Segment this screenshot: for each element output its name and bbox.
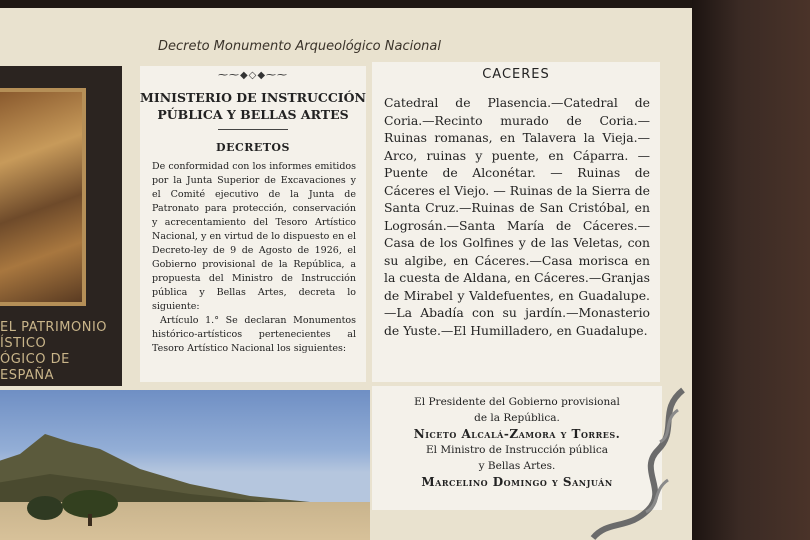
decree-body [152, 160, 356, 356]
heritage-logo-text [0, 320, 122, 384]
rock-painting-image [0, 88, 86, 306]
signature-line: y Bellas Artes. [478, 460, 556, 472]
signature-line: de la República. [474, 412, 560, 424]
board-frame-edge [692, 0, 810, 540]
landscape-photo [0, 390, 370, 540]
decretos-heading: DECRETOS [216, 141, 290, 154]
caceres-heading: CACERES [482, 67, 550, 82]
ministry-line: PÚBLICA Y BELLAS ARTES [157, 107, 349, 122]
logo-line: ÍSTICO [0, 336, 47, 351]
caceres-clipping [372, 62, 660, 382]
signatory-name: Niceto Alcalá-Zamora y Torres. [413, 427, 621, 441]
divider-rule [218, 129, 288, 130]
ministry-heading [140, 89, 366, 123]
decree-paragraph: De conformidad con los informes emitidos por la Junta Superior de Excavaciones y el Comité ejecutivo de la Junta de Patronato para protección, conservación y acrecentamiento del Tesoro Artístico Nacional, y en virtud de lo dispuesto en el Decreto-ley de 9 de Agosto de 1926, el Gobierno provisional de la República, a propuesta del Ministro de Instrucción pública y Bellas Artes, decreta lo siguiente: [152, 161, 356, 312]
ornament-divider: ⁓⁓◆◇◆⁓⁓ [217, 70, 289, 81]
ornamental-border [588, 380, 688, 540]
decree-clipping [140, 66, 366, 382]
logo-line: EL PATRIMONIO [0, 320, 108, 335]
ministry-line: MINISTERIO DE INSTRUCCIÓN [140, 90, 366, 105]
signature-line: El Presidente del Gobierno provisional [414, 396, 620, 408]
tree-group [20, 490, 130, 530]
board-top-edge [0, 0, 692, 8]
panel-title: Decreto Monumento Arqueológico Nacional [158, 39, 441, 54]
monument-list: Catedral de Plasencia.—Catedral de Coria.—Recinto murado de Coria.—Ruinas romanas, en Talavera la Vieja.—Arco, ruinas y puente, en Cáparra. — Puente de Alconétar. — Ruinas de Cáceres el Viejo. — Ruinas de la Sierra de Santa Cruz.—Ruinas de San Cristóbal, en Logrosán.—Santa María de Cáceres.—Casa de los Golfines y de las Veletas, con su algibe, en Cáceres.—Casa morisca en la cuesta de Aldana, en Cáceres.—Granjas de Mirabel y Valdefuentes, en Guadalupe.—La Abadía con su jardín.—Monasterio de Yuste.—El Humilladero, en Guadalupe. [384, 95, 650, 338]
signature-line: El Ministro de Instrucción pública [425, 444, 609, 456]
signatory-name: Marcelino Domingo y Sanjuán [421, 475, 613, 489]
logo-line: ÓGICO DE ESPAÑA [0, 352, 70, 383]
decree-article: Artículo 1.° Se declaran Monumentos histórico-artísticos pertenecientes al Tesoro Artístico Nacional los siguientes: [152, 315, 356, 354]
